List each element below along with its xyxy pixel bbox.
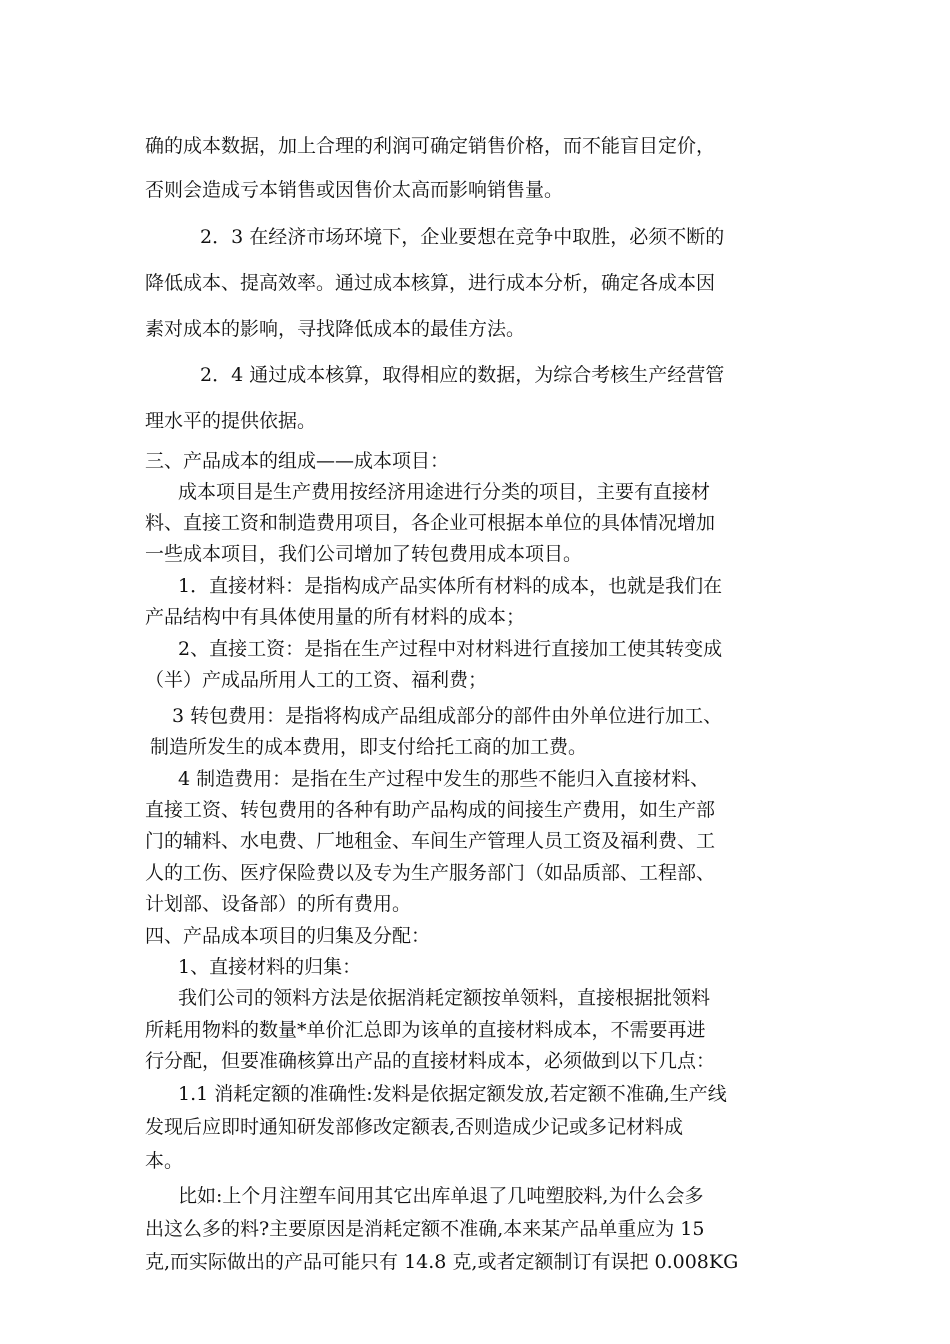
text-line: 人的工伤、医疗保险费以及专为生产服务部门（如品质部、工程部、 (145, 862, 716, 884)
text-line: 产品结构中有具体使用量的所有材料的成本； (145, 606, 526, 628)
text-line: 料、直接工资和制造费用项目，各企业可根据本单位的具体情况增加 (145, 512, 716, 534)
text-line: 比如:上个月注塑车间用其它出库单退了几吨塑胶料,为什么会多 (178, 1185, 704, 1207)
text-line: 一些成本项目，我们公司增加了转包费用成本项目。 (145, 543, 583, 565)
text-line: 确的成本数据，加上合理的利润可确定销售价格，而不能盲目定价， (145, 135, 716, 157)
text-line: 行分配，但要准确核算出产品的直接材料成本，必须做到以下几点： (145, 1050, 716, 1072)
text-line: 2、直接工资：是指在生产过程中对材料进行直接加工使其转变成 (178, 638, 723, 660)
text-line: 1.1 消耗定额的准确性:发料是依据定额发放,若定额不准确,生产线 (178, 1083, 727, 1105)
section-heading: 三、产品成本的组成——成本项目： (145, 450, 450, 472)
text-line: 门的辅料、水电费、厂地租金、车间生产管理人员工资及福利费、工 (145, 830, 716, 852)
text-line: 直接工资、转包费用的各种有助产品构成的间接生产费用，如生产部 (145, 799, 716, 821)
text-line: 1．直接材料：是指构成产品实体所有材料的成本，也就是我们在 (178, 575, 723, 597)
subsection-heading: 1、直接材料的归集： (178, 956, 362, 978)
text-line: 成本项目是生产费用按经济用途进行分类的项目，主要有直接材 (178, 481, 711, 503)
text-line: 我们公司的领料方法是依据消耗定额按单领料，直接根据批领料 (178, 987, 711, 1009)
text-line: 本。 (145, 1150, 184, 1172)
text-line: 克,而实际做出的产品可能只有 14.8 克,或者定额制订有误把 0.008KG (145, 1251, 739, 1273)
text-line: 2．4 通过成本核算，取得相应的数据，为综合考核生产经营管 (200, 364, 725, 386)
text-line: 理水平的提供依据。 (145, 410, 317, 432)
text-line: 2．3 在经济市场环境下，企业要想在竞争中取胜，必须不断的 (200, 226, 725, 248)
text-line: （半）产成品所用人工的工资、福利费； (145, 669, 488, 691)
text-line: 降低成本、提高效率。通过成本核算，进行成本分析，确定各成本因 (145, 272, 716, 294)
text-line: 所耗用物料的数量*单价汇总即为该单的直接材料成本，不需要再进 (145, 1019, 706, 1041)
text-line: 制造所发生的成本费用，即支付给托工商的加工费。 (150, 736, 588, 758)
text-line: 计划部、设备部）的所有费用。 (145, 893, 412, 915)
text-line: 出这么多的料?主要原因是消耗定额不准确,本来某产品单重应为 15 (145, 1218, 705, 1240)
text-line: 3 转包费用：是指将构成产品组成部分的部件由外单位进行加工、 (172, 705, 723, 727)
section-heading: 四、产品成本项目的归集及分配： (145, 925, 431, 947)
text-line: 发现后应即时通知研发部修改定额表,否则造成少记或多记材料成 (145, 1116, 684, 1138)
text-line: 4 制造费用：是指在生产过程中发生的那些不能归入直接材料、 (178, 768, 710, 790)
text-line: 否则会造成亏本销售或因售价太高而影响销售量。 (145, 179, 564, 201)
text-line: 素对成本的影响，寻找降低成本的最佳方法。 (145, 318, 526, 340)
